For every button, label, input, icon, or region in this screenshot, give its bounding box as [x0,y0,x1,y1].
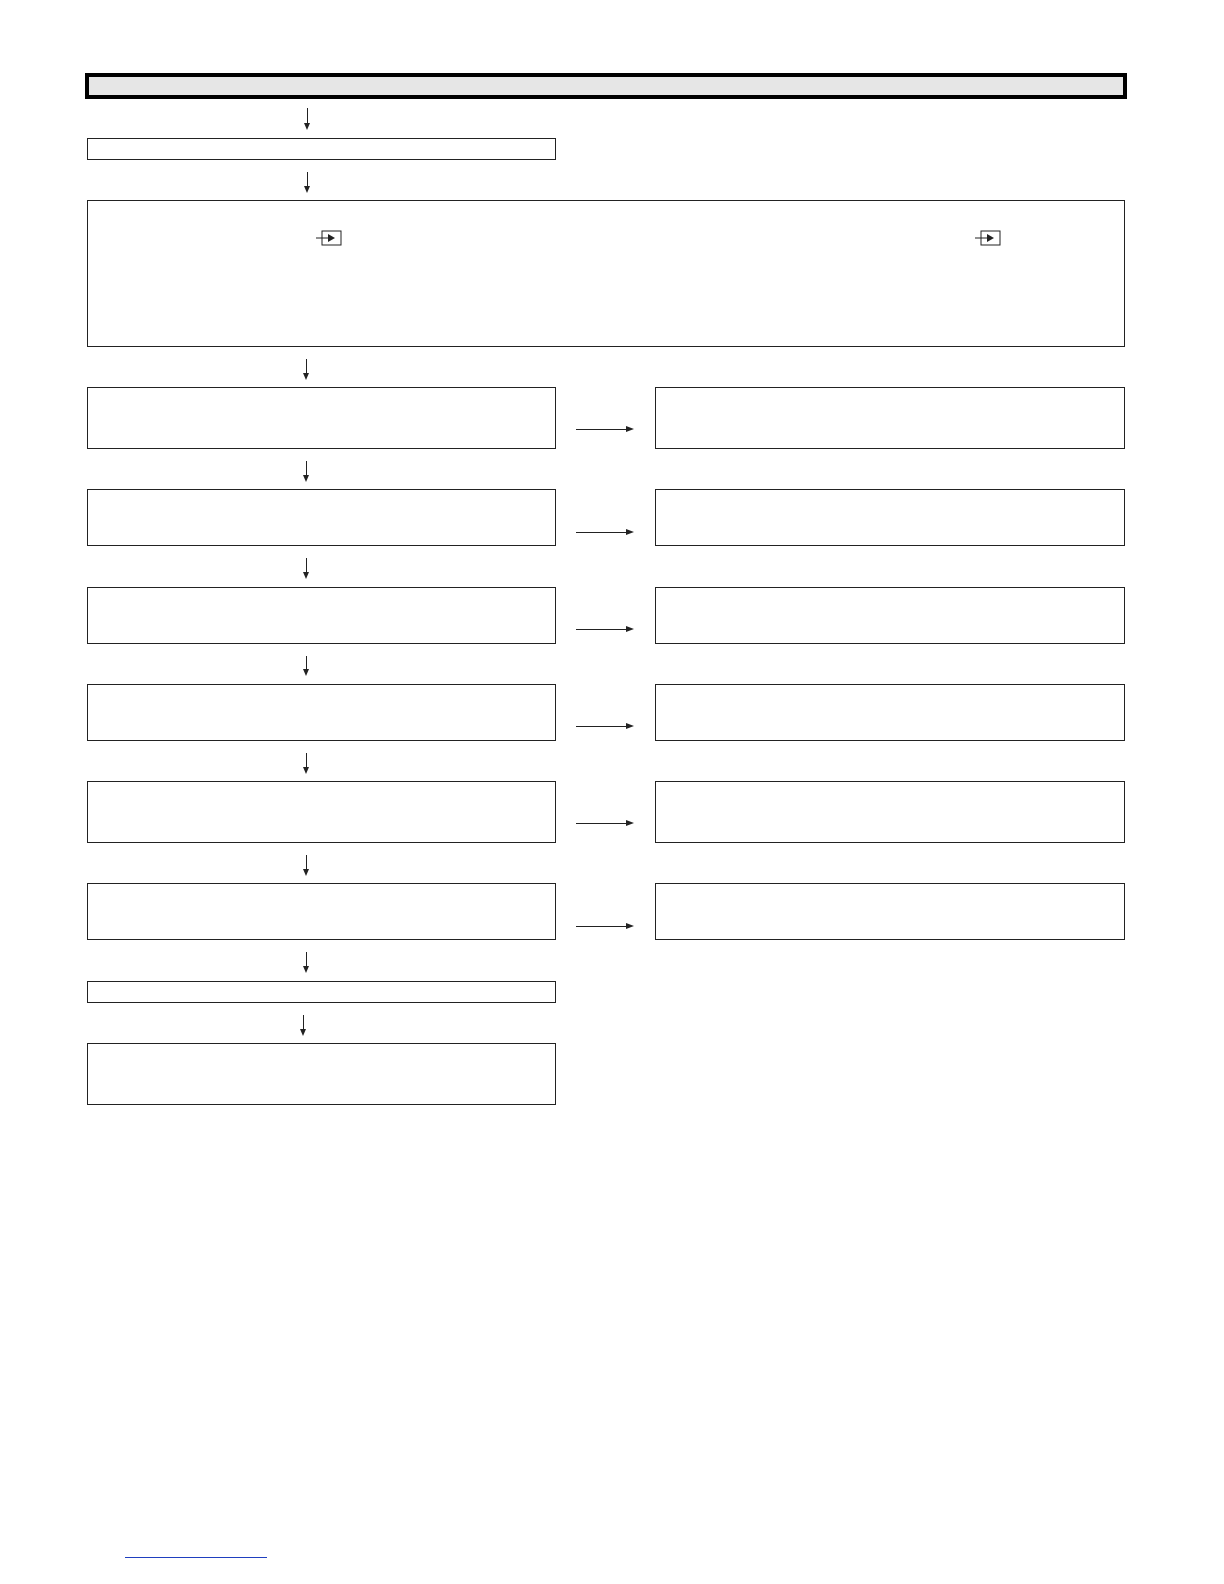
branch-arrow-head [626,723,634,729]
flow-arrow-line [306,359,307,373]
input-source-icon [315,230,343,246]
flow-arrow-line [306,461,307,475]
branch-arrow-head [626,529,634,535]
flow-arrow-head [303,373,309,380]
flow-arrow-head [303,767,309,774]
branch-arrow-line [576,629,626,630]
step-box-7 [87,781,556,843]
flow-arrow-head [303,475,309,482]
step-box-6 [87,684,556,741]
result-box-4 [655,489,1125,546]
branch-arrow-line [576,532,626,533]
result-box-6 [655,684,1125,741]
branch-arrow-head [626,923,634,929]
flow-arrow-head [303,966,309,973]
step-box-2 [87,200,1125,347]
branch-arrow-head [626,820,634,826]
step-box-10 [87,1043,556,1105]
step-box-4 [87,489,556,546]
flow-arrow-head [300,1029,306,1036]
result-box-7 [655,781,1125,843]
title-bar [85,73,1127,99]
result-box-8 [655,883,1125,940]
branch-arrow-line [576,429,626,430]
flow-arrow-head [303,869,309,876]
flow-arrow-line [306,558,307,572]
step-box-5 [87,587,556,644]
step-box-9 [87,981,556,1003]
step-box-1 [87,138,556,160]
input-source-icon [974,230,1002,246]
result-box-3 [655,387,1125,449]
flow-arrow-line [306,952,307,966]
branch-arrow-head [626,626,634,632]
step-box-3 [87,387,556,449]
branch-arrow-line [576,726,626,727]
flow-arrow-line [303,1015,304,1029]
flow-arrow-head [303,669,309,676]
flow-arrow-line [307,172,308,186]
flow-arrow-head [304,123,310,130]
branch-arrow-line [576,926,626,927]
flow-arrow-head [303,572,309,579]
flow-arrow-line [307,108,308,123]
branch-arrow-head [626,426,634,432]
branch-arrow-line [576,823,626,824]
footer-link[interactable] [125,1557,267,1558]
result-box-5 [655,587,1125,644]
flow-arrow-line [306,855,307,869]
flow-arrow-line [306,656,307,669]
step-box-8 [87,883,556,940]
flow-arrow-head [304,186,310,193]
flow-arrow-line [306,753,307,767]
